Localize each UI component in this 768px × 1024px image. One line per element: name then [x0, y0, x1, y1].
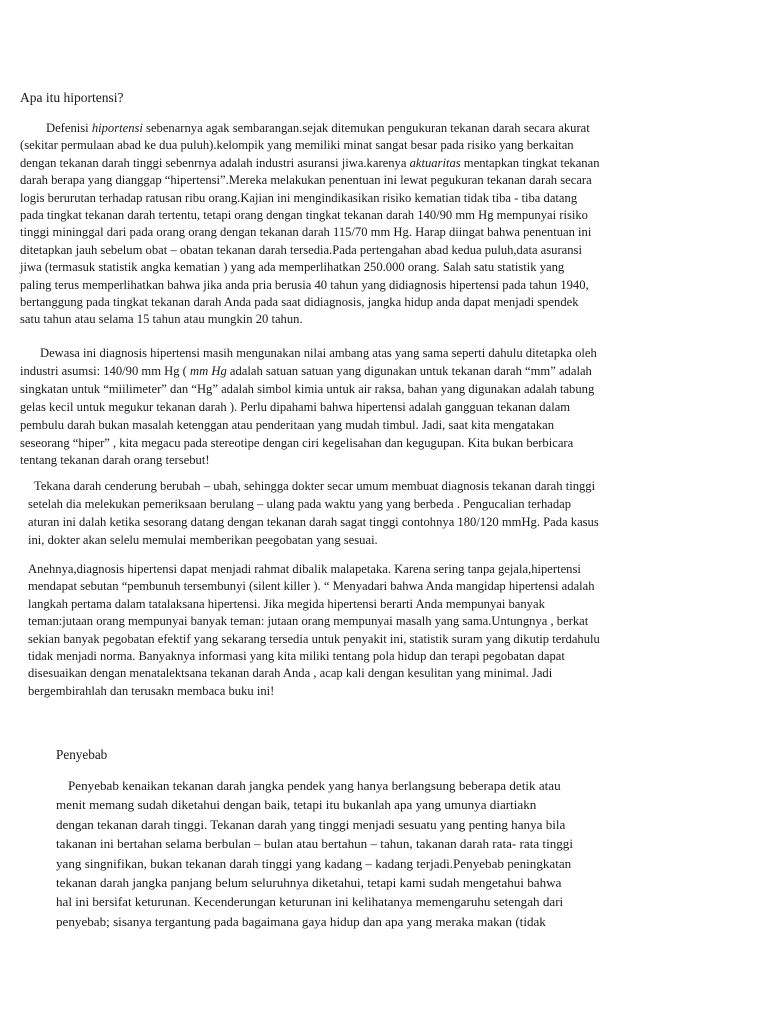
text-line: [28, 478, 599, 496]
text-segment: tinggi mininggal dari pada orang orang dengan tekanan darah 115/70 mm Hg. Harap diingat bahwa penentuan ini: [20, 225, 592, 240]
text-segment: sekian banyak pegobatan efektif yang sekarang tersedia untuk penyakit ini, statistik suram yang dikutip terdahulu: [28, 631, 600, 646]
text-segment: satu tahun atau selama 15 tahun atau mungkin 20 tahun.: [20, 312, 303, 327]
text-line: [20, 417, 597, 435]
section-heading-penyebab: Penyebab: [56, 747, 108, 762]
text-line: [28, 532, 599, 550]
text-line: [28, 683, 600, 700]
text-segment: mendapat sebutan “pembunuh tersembunyi (silent killer ). “ Menyadari bahwa Anda mangidap hipertensi adalah: [28, 579, 595, 594]
text-segment: yang singnifikan, bukan tekanan darah tinggi yang kadang – kadang terjadi.Penyebab peningkatan: [56, 855, 572, 871]
text-line: [20, 399, 597, 417]
text-line: [20, 224, 600, 241]
text-line: [56, 892, 573, 911]
text-line: [28, 613, 600, 630]
text-line: [56, 854, 573, 873]
text-segment: jiwa (termasuk statistik angka kematian ) yang ada memperlihatkan 250.000 orang. Salah satu statistik yang: [20, 260, 565, 275]
text-line: [20, 155, 600, 172]
text-segment: menit memang sudah diketahui dengan baik, tetapi itu bukanlah apa yang umunya diartiakn: [56, 797, 537, 813]
italic-term: mm Hg: [190, 363, 227, 378]
text-segment: sebenarnya agak sembarangan.sejak ditemukan pengukuran tekanan darah secara akurat: [142, 121, 590, 135]
text-segment: paling terus memperlihatkan bahwa jika anda pria berusia 40 tahun yang didiagnosis hipertensi pada tahun 1940,: [20, 277, 589, 292]
section-heading-hipertensi: Apa itu hiportensi?: [20, 90, 124, 105]
text-segment: aturan ini dalah ketika sesorang datang dengan tekanan darah sagat tinggi contohnya 180/120 mmHg. Pada kasus: [28, 514, 599, 529]
text-segment: disesuaikan dengan menatalektsana tekanan darah Anda , acap kali dengan kesulitan yang minimal. Jadi: [28, 666, 553, 681]
text-segment: Defenisi: [46, 121, 92, 135]
text-line: [56, 873, 573, 892]
text-segment: pada tingkat tekanan darah tertentu, tetapi orang dengan tingkat tekanan darah 140/90 mm Hg mempunyai risiko: [20, 208, 588, 223]
text-line: [20, 294, 600, 311]
paragraph-diagnosis: [20, 345, 597, 470]
text-line: [20, 345, 597, 363]
text-line: [56, 834, 573, 853]
text-segment: seseorang “hiper” , kita megacu pada stereotipe dengan ciri kegelisahan dan kegugupan. Kita bukan berbicara: [20, 435, 574, 450]
paragraph-anehnya: [28, 561, 600, 700]
text-line: [28, 631, 600, 648]
text-line: [20, 242, 600, 259]
text-segment: logis berurutan terhadap ratusan ribu orang.Kajian ini mengindikasikan risiko kematian tidak tiba - tiba datang: [20, 190, 578, 205]
text-segment: hal ini bersifat keturunan. Kecenderungan keturunan ini kelihatanya memengaruhu setengah dari: [56, 894, 564, 910]
text-line: [20, 363, 597, 381]
text-line: [28, 665, 600, 682]
text-line: [28, 648, 600, 665]
text-segment: setelah dia melekukan pemeriksaan berulang – ulang pada waktu yang yang berbeda . Pengucalian terhadap: [28, 496, 572, 511]
text-segment: Anehnya,diagnosis hipertensi dapat menjadi rahmat dibalik malapetaka. Karena sering tanpa gejala,hipertensi: [28, 562, 581, 576]
text-line: [20, 172, 600, 189]
text-segment: bergembirahlah dan terusakn membaca buku ini!: [28, 683, 275, 698]
text-line: [28, 596, 600, 613]
text-line: [20, 311, 600, 328]
text-segment: tentang tekanan darah orang tersebut!: [20, 453, 210, 468]
text-segment: pembulu darah bukan masalah ketenggan atau penderitaan yang mudah timbul. Jadi, saat kita mengatakan: [20, 417, 555, 432]
italic-term: aktuaritas: [409, 155, 461, 170]
text-segment: tekanan darah jangka panjang belum seluruhnya diketahui, tetapi kami sudah mengetahui bahwa: [56, 875, 562, 891]
text-segment: (sekitar permulaan abad ke dua puluh).kelompik yang memiliki minat sangat besar pada risiko yang berkaitan: [20, 138, 574, 153]
text-segment: singkatan untuk “miilimeter” dan “Hg” adalah simbol kimia untuk air raksa, bahan yang digunakan adalah tabung: [20, 381, 595, 396]
text-segment: gelas kecil untuk megukur tekanan darah ). Perlu dipahami bahwa hipertensi adalah gangguan tekanan dalam: [20, 399, 571, 414]
paragraph-penyebab: [56, 776, 573, 931]
text-line: [20, 207, 600, 224]
text-line: [20, 435, 597, 453]
text-line: [20, 259, 600, 276]
text-segment: Tekana darah cenderung berubah – ubah, sehingga dokter secar umum membuat diagnosis tekanan darah tinggi: [34, 479, 596, 493]
text-line: [28, 561, 600, 578]
text-segment: langkah pertama dalam tatalaksana hipertensi. Jika megida hipertensi berarti Anda mempunyai banyak: [28, 596, 545, 611]
text-line: [56, 815, 573, 834]
text-segment: tidak menjadi norma. Banyaknya informasi yang kita miliki tentang pola hidup dan terapi pegobatan dapat: [28, 649, 565, 664]
text-line: [28, 578, 600, 595]
text-line: [56, 795, 573, 814]
paragraph-tekanan-berubah: [28, 478, 599, 550]
text-segment: adalah satuan satuan yang digunakan untuk tekanan darah “mm” adalah: [226, 363, 592, 378]
text-segment: ini, dokter akan selelu memulai memberikan peegobatan yang sesuai.: [28, 532, 378, 547]
text-segment: dengan tekanan darah tinggi sebenrnya adalah industri asuransi jiwa.karenya: [20, 155, 410, 170]
text-segment: teman:jutaan orang mempunyai banyak teman: jutaan orang mempunyai masalh yang sama.Untungnya , berkat: [28, 614, 589, 629]
text-line: [56, 912, 573, 931]
text-line: [20, 120, 600, 137]
text-segment: Penyebab kenaikan tekanan darah jangka pendek yang hanya berlangsung beberapa detik atau: [68, 778, 561, 793]
text-line: [28, 514, 599, 532]
text-segment: darah berapa yang dianggap “hipertensi”.Mereka melakukan penentuan ini lewat pegukuran tekanan darah secara: [20, 173, 592, 188]
text-line: [20, 277, 600, 294]
text-segment: takanan ini bertahan selama berbulan – bulan atau bertahun – tahun, takanan darah rata- rata tinggi: [56, 836, 573, 852]
text-line: [20, 190, 600, 207]
text-segment: dengan tekanan darah tinggi. Tekanan darah yang tinggi menjadi sesuatu yang penting hanya bila: [56, 816, 566, 832]
text-line: [56, 776, 573, 795]
text-segment: ditetapkan jauh sebelum obat – obatan tekanan darah tersedia.Pada pertengahan abad kedua puluh,data asuransi: [20, 242, 582, 257]
italic-term: hiportensi: [91, 121, 143, 135]
text-segment: industri asumsi: 140/90 mm Hg (: [20, 363, 191, 378]
text-line: [20, 452, 597, 470]
paragraph-definisi: [20, 120, 600, 329]
text-line: [20, 381, 597, 399]
text-line: [28, 496, 599, 514]
text-line: [20, 137, 600, 154]
text-segment: penyebab; sisanya tergantung pada bagaimana gaya hidup dan apa yang meraka makan (tidak: [56, 913, 546, 929]
text-segment: Dewasa ini diagnosis hipertensi masih mengunakan nilai ambang atas yang sama seperti dahulu ditetapka oleh: [40, 346, 597, 360]
text-segment: bertanggung pada tingkat tekanan darah Anda pada saat didiagnosis, jangka hidup anda dapat menjadi spendek: [20, 295, 579, 310]
text-segment: mentapkan tingkat tekanan: [460, 155, 600, 170]
